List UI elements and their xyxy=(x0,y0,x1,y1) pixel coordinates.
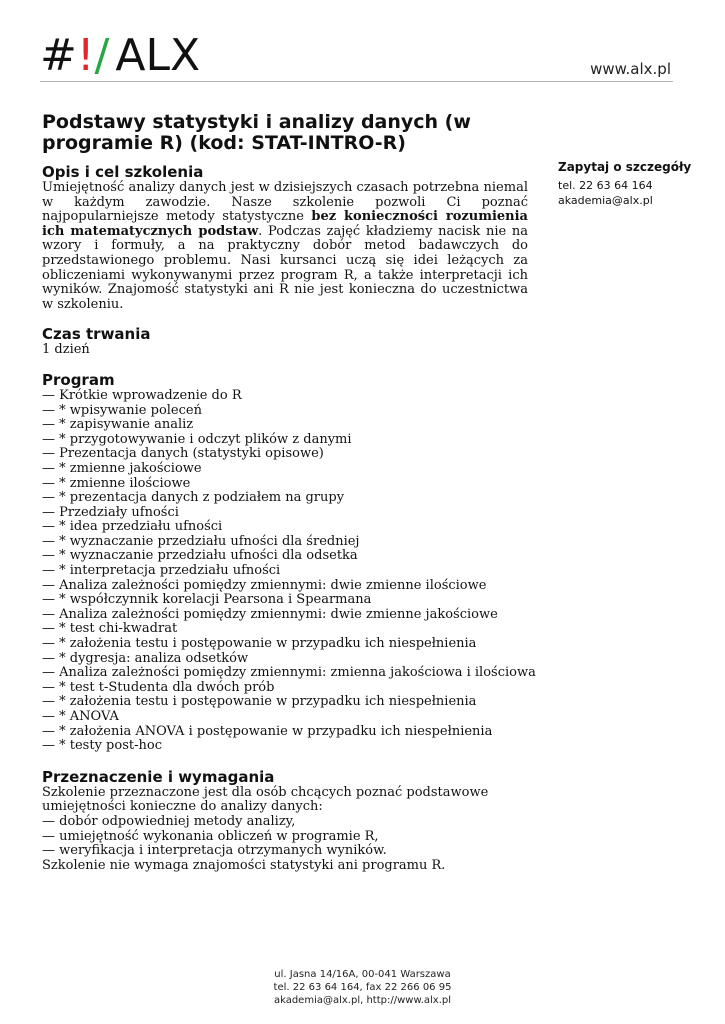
program-list-item: — * założenia ANOVA i postępowanie w przypadku ich niespełnienia xyxy=(42,723,493,739)
opis-paragraph xyxy=(42,181,528,312)
program-list-item: — Prezentacja danych (statystyki opisowe) xyxy=(42,446,324,462)
program-list-item: — Analiza zależności pomiędzy zmiennymi: zmienna jakościowa i ilościowa xyxy=(42,665,536,681)
program-list-item: — * wyznaczanie przedziału ufności dla odsetka xyxy=(42,548,358,564)
program-list-item: — * interpretacja przedziału ufności xyxy=(42,563,281,579)
requirements-list xyxy=(42,815,528,859)
program-list-item: — * założenia testu i postępowanie w przypadku ich niespełnienia xyxy=(42,636,477,652)
opis-text-bold: bez konieczności rozumienia ich matematycznych podstaw xyxy=(42,209,528,239)
program-list-item: — * zapisywanie analiz xyxy=(42,417,194,433)
alx-logo xyxy=(40,30,201,81)
requirement-list-item: — dobór odpowiedniej metody analizy, xyxy=(42,813,296,829)
program-list-item: — Analiza zależności pomiędzy zmiennymi: dwie zmienne jakościowe xyxy=(42,606,498,622)
sidebar-email-link[interactable]: akademia@alx.pl xyxy=(558,194,653,207)
header-divider xyxy=(40,81,673,82)
program-list-item: — * współczynnik korelacji Pearsona i Spearmana xyxy=(42,592,372,608)
przeznaczenie-note: Szkolenie nie wymaga znajomości statystyki ani programu R. xyxy=(42,857,446,873)
program-list-item: — * test t-Studenta dla dwóch prób xyxy=(42,679,275,695)
program-list-item: — * dygresja: analiza odsetków xyxy=(42,650,249,666)
page-title: Podstawy statystyki i analizy danych (w programie R) (kod: STAT-INTRO-R) xyxy=(42,111,471,154)
footer-address: ul. Jasna 14/16A, 00-041 Warszawa xyxy=(274,969,451,980)
footer-contact: akademia@alx.pl, http://www.alx.pl xyxy=(273,995,452,1006)
section-heading-program: Program xyxy=(42,370,115,389)
program-list-item: — * ANOVA xyxy=(42,709,119,724)
program-list-item: — * wyznaczanie przedziału ufności dla średniej xyxy=(42,533,360,549)
sidebar-heading: Zapytaj o szczegóły xyxy=(558,160,692,174)
contact-sidebar xyxy=(558,160,708,208)
program-list-item: — * przygotowywanie i odczyt plików z danymi xyxy=(42,431,352,447)
program-list-item: — * test chi-kwadrat xyxy=(42,621,178,637)
program-list-item: — * wpisywanie poleceń xyxy=(42,402,202,418)
section-heading-przeznaczenie: Przeznaczenie i wymagania xyxy=(42,767,275,786)
program-list-item: — Analiza zależności pomiędzy zmiennymi: dwie zmienne ilościowe xyxy=(42,577,487,593)
opis-text-start: Umiejętność analizy danych jest w dzisiejszych czasach potrzebna niemal w każdym zawodzie. Nasze szkolenie pozwoli Ci poznać najpopularniejsze metody statystyczne xyxy=(42,180,528,225)
program-list xyxy=(42,387,536,754)
section-heading-opis: Opis i cel szkolenia xyxy=(42,163,204,181)
sidebar-phone: tel. 22 63 64 164 xyxy=(558,179,653,192)
program-list-item: — * idea przedziału ufności xyxy=(42,519,223,535)
opis-text-end: . Podczas zajęć kładziemy nacisk nie na wzory i formuły, a na praktyczny dobór metod badawczych do przedstawionego problemu. Nasi kursanci uczą się idei leżących za obliczeniami wykonywanymi przez program R, a także interpretacji ich wyników. Znajomość statystyki ani R nie jest konieczna do uczestnictwa w szkoleniu. xyxy=(42,223,528,312)
program-list-item: — * zmienne jakościowe xyxy=(42,460,202,476)
program-list-item: — * założenia testu i postępowanie w przypadku ich niespełnienia xyxy=(42,694,477,710)
logo-hash: # xyxy=(40,30,77,81)
program-list-item: — Krótkie wprowadzenie do R xyxy=(42,387,242,403)
logo-exclamation: ! xyxy=(76,30,95,81)
program-list-item: — * prezentacja danych z podziałem na grupy xyxy=(42,490,345,506)
main-content xyxy=(42,163,536,873)
przeznaczenie-intro: Szkolenie przeznaczone jest dla osób chcących poznać podstawowe umiejętności konieczne do analizy danych: xyxy=(42,784,489,815)
site-url-link[interactable]: www.alx.pl xyxy=(590,60,671,78)
footer-phones: tel. 22 63 64 164, fax 22 266 06 95 xyxy=(273,982,452,993)
logo-name: ALX xyxy=(115,30,201,81)
section-heading-czas: Czas trwania xyxy=(42,325,151,344)
program-list-item: — Przedziały ufności xyxy=(42,504,179,520)
czas-value: 1 dzień xyxy=(42,342,90,358)
logo-slash: / xyxy=(94,30,110,81)
requirement-list-item: — umiejętność wykonania obliczeń w programie R, xyxy=(42,828,379,844)
program-list-item: — * testy post-hoc xyxy=(42,738,162,754)
footer xyxy=(0,968,725,1007)
requirement-list-item: — weryfikacja i interpretacja otrzymanych wyników. xyxy=(42,843,387,859)
program-list-item: — * zmienne ilościowe xyxy=(42,475,191,491)
